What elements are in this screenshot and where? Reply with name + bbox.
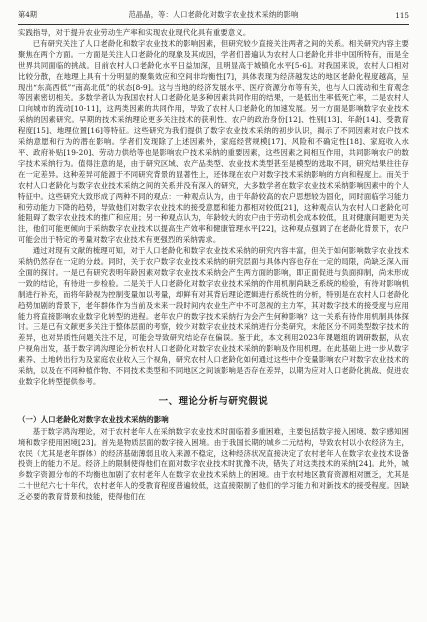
page-number: 115 [395, 10, 409, 20]
subsection-heading: （一）人口老龄化对数字农业技术采纳的影响 [18, 414, 169, 424]
paragraph: 已有研究关注了人口老龄化和数字农业技术的影响因素，但研究较少直接关注两者之间的关系。相关研究内容主要聚焦在两个方面。一方面是关注人口老龄化的现象及其成因，学者们普遍认为农村人口老龄化并非中国所特有，而是全世界共同面临的挑战。目前农村人口老龄化水平日益加深，且明显高于城镇化水平[5-6]。对我国来说，农村人口相对比较分散，在地理上具有十分明显的聚集效应和空间非均衡性[7]，具体表现为经济越发达的地区老龄化程度越高，呈现出“东高西低”“南高北低”的状态[8-9]。这与当地的经济发展水平、医疗资源分布等有关，也与人口流动和生育观念等因素密切相关。多数学者认为我国农村人口老龄化是多种因素共同作用的结果，一是低出生率低死亡率，二是农村人口向城市的流动[10-11]，这两类因素的共同作用，导致了农村人口老龄化的加速发展。另一方面是影响数字农业技术采纳的因素研究。早期的技术采纳理论更多关注技术的获利性、农户的政治身份[12]、性别[13]、年龄[14]、受教育程度[15]、地理位置[16]等特征。这些研究为我们提供了数字农业技术采纳的初步认识，揭示了不同因素对农户技术采纳意愿和行为的潜在影响。学者们发现除了上述因素外，家庭经营规模[17]、风险和不确定性[18]、家庭收入水平、政府补贴[19-20]、劳动力供给等也是影响农户技术采纳的重要因素，这些因素之间相互作用，共同影响农户的数字技术采纳行为。值得注意的是，由于研究区域、农产品类型、农业技术类型甚至是模型的选取不同，研究结果往往存在一定差异。这种差异可能源于不同研究背景的显著性上，还体现在农户对数字技术采纳影响的方向和程度上。而关于农村人口老龄化与数字农业技术采纳之间的关系并没有深入的研究，大多数学者在数字农业技术采纳影响因素中的个人特征中。这些研究大致形成了两种不同的观点：一种观点认为，由于年龄较高的农户思想较为固化，同时面临学习能力和劳动能力下降的趋势，导致他们对数字农业技术的接受意愿和能力都相对较低[21]，这种观点认为农村人口老龄化可能阻碍了数字农业技术的推广和应用；另一种观点认为，年龄较大的农户由于劳动机会成本较低，且对健康问题更为关注，他们可能更倾向于采纳数字农业技术以提高生产效率和健康管理水平[22]，这种观点强调了在老龄化背景下，农户可能会出于特定的考量对数字农业技术有更强烈的采纳需求。 [18, 38, 409, 245]
issue-number: 第4期 [18, 10, 37, 19]
paragraph: 实践指导，对于提升农业劳动生产率和实现农业现代化具有重要意义。 [18, 28, 251, 37]
article-body [18, 28, 409, 503]
running-title: 范晶晶，等：人口老龄化对数字农业技术采纳的影响 [128, 10, 299, 19]
running-header [18, 6, 409, 25]
section-heading: 一、理论分析与研究假说 [158, 395, 269, 407]
paragraph: 基于数字鸿沟理论，对于农村老年人在采纳数字农业技术时面临着多重困难，主要包括数字接入困境、数字感知困境和数字使用困境[23]。首先是物质层面的数字接入困境。由于我国长期的城乡二元结构，导致农村以小农经济为主，农民（尤其是老年群体）的经济基础薄弱且收入来源不稳定，这种经济状况直接决定了农村老年人在数字农业技术设备投资上的能力不足。经济上的限制使得他们在面对数字农业技术时犹豫不决，错失了对这类技术的采纳[24]。此外，城乡数字资源分布的不均衡也加剧了农村老年人在数字农业技术采纳上的困境。由于农村地区教育资源相对匮乏，尤其是二十世纪六七十年代，农村老年人的受教育程度普遍较低，这直接限制了他们的学习能力和对新技术的接受程度。因缺乏必要的教育背景和技能，使得他们在 [18, 426, 409, 502]
paragraph: 通过对现有文献的梳理可知，对于人口老龄化和数字农业技术采纳的研究内容丰富，但关于如何影响数字农业技术采纳仍然存在一定的分歧。同时，关于农户数字农业技术采纳的研究层面与具体内容也存在一定的局限，尚缺乏深入而全面的探讨。一是已有研究表明年龄因素对数字农业技术采纳会产生两方面的影响，即正面促进与负面抑制，尚未形成一致的结论，有待进一步检验。二是关于人口老龄化对数字农业技术采纳的作用机制尚缺乏系统的检验，有待对影响机制进行补充，而将年龄视为控制变量加以考量，却鲜有对其背后理论逻辑进行系统性的分析，特别是在农村人口老龄化趋势加剧的背景下，老年群体作为当前及未来一段时间内农业生产中不可忽视的主力军，其对数字技术的接受度与应用能力将直接影响农业数字化转型的进程。老年农户的数字技术采纳行为会产生何种影响？这一关系有待作用机制具体探讨。三是已有文献更多关注于整体层面的考察，较少对数字农业技术采纳进行分类研究，未能区分不同类型数字技术的差异，也对异质性问题关注不足，可能会导致研究结论存在偏误。鉴于此，本文利用2023年课题组的调研数据，从农户视角出发，基于数字鸿沟理论分析农村人口老龄化对数字农业技术采纳的影响及作用机理。在此基础上进一步从数字素养、土地转出行为及家庭农业收入三个视角，研究农村人口老龄化如何通过这些中介变量影响农户对数字农业技术的采纳，以及在不同种植作物、不同技术类型和不同地区之间该影响是否存在差异，以期为应对人口老龄化挑战、促进农业数字化转型提供参考。 [18, 246, 409, 386]
